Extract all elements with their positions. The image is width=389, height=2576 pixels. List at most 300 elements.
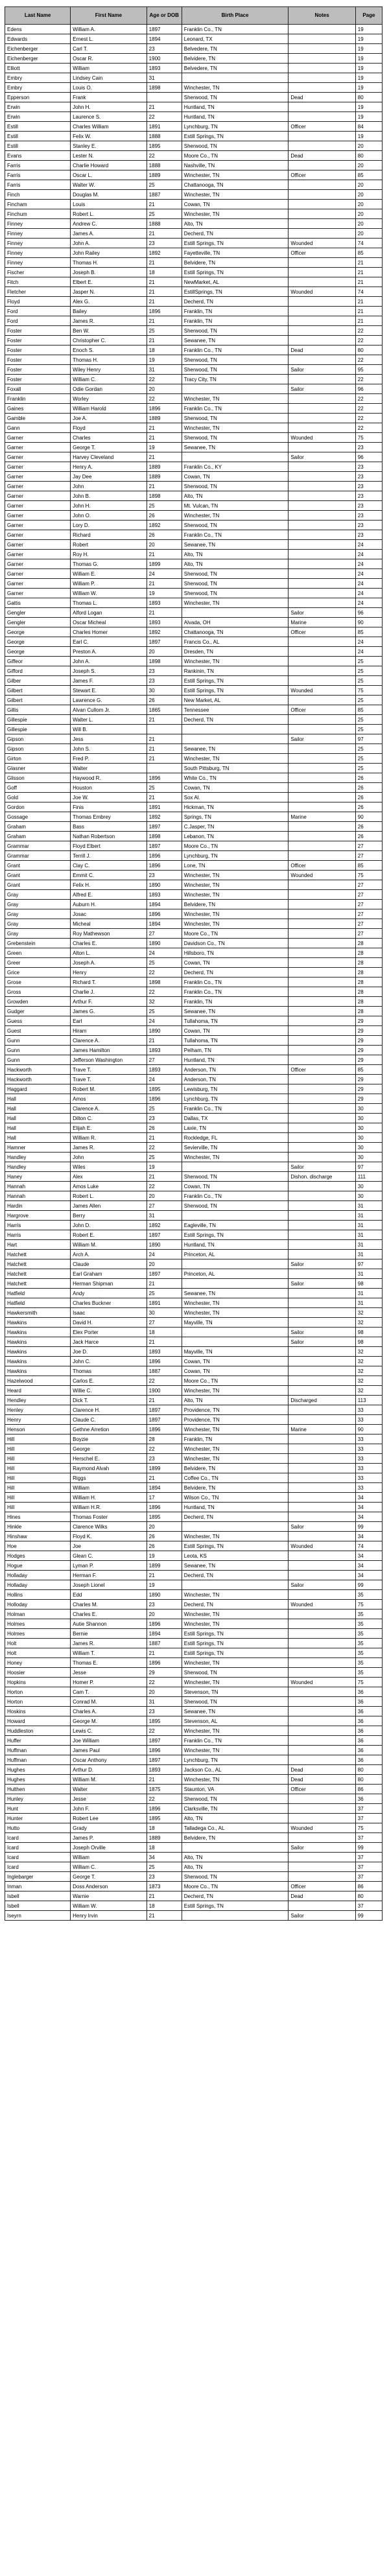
cell-notes <box>289 1153 355 1162</box>
table-row <box>5 744 383 754</box>
cell-first-name: Willie C. <box>71 1386 147 1396</box>
cell-age-dob: 1889 <box>147 414 182 423</box>
cell-first-name: Robert <box>71 540 147 550</box>
table-row <box>5 1551 383 1561</box>
table-row <box>5 647 383 657</box>
cell-age-dob: 23 <box>147 239 182 248</box>
cell-birth-place: Cowan, TN <box>182 1182 289 1191</box>
cell-last-name: Gossage <box>5 812 71 822</box>
cell-notes <box>289 1444 355 1454</box>
table-row <box>5 1668 383 1678</box>
cell-notes <box>289 414 355 423</box>
cell-last-name: Hinkle <box>5 1522 71 1532</box>
cell-last-name: Hawkersmith <box>5 1308 71 1318</box>
table-row <box>5 102 383 112</box>
cell-birth-place: Huntland, TN <box>182 1055 289 1065</box>
cell-last-name: Finney <box>5 258 71 268</box>
cell-first-name: John O. <box>71 511 147 521</box>
cell-first-name: William R. <box>71 1133 147 1143</box>
cell-last-name: Holladay <box>5 1571 71 1580</box>
table-row <box>5 1055 383 1065</box>
table-row <box>5 997 383 1007</box>
table-row <box>5 394 383 404</box>
cell-last-name: Hall <box>5 1104 71 1114</box>
cell-age-dob: 22 <box>147 375 182 384</box>
cell-last-name: Hall <box>5 1133 71 1143</box>
cell-birth-place: Lynchburg, TN <box>182 1755 289 1765</box>
cell-page: 26 <box>355 832 382 841</box>
cell-last-name: Grice <box>5 968 71 978</box>
cell-birth-place: Mt. Vulcan, TN <box>182 501 289 511</box>
cell-age-dob: 21 <box>147 423 182 433</box>
cell-age-dob: 26 <box>147 1532 182 1541</box>
cell-page: 22 <box>355 375 382 384</box>
table-row <box>5 511 383 521</box>
cell-notes <box>289 1016 355 1026</box>
cell-last-name: Hughes <box>5 1765 71 1775</box>
cell-birth-place: Providence, TN <box>182 1405 289 1415</box>
cell-page: 22 <box>355 423 382 433</box>
cell-age-dob: 1894 <box>147 34 182 44</box>
cell-page: 20 <box>355 209 382 219</box>
cell-notes <box>289 375 355 384</box>
cell-first-name: Wiles <box>71 1162 147 1172</box>
cell-page: 33 <box>355 1454 382 1464</box>
cell-age-dob: 1897 <box>147 1755 182 1765</box>
cell-notes: Wounded <box>289 871 355 880</box>
cell-last-name: Gunn <box>5 1046 71 1055</box>
cell-birth-place: South Pittsburg, TN <box>182 764 289 773</box>
cell-birth-place: Alvada, OH <box>182 618 289 627</box>
cell-age-dob: 1896 <box>147 861 182 871</box>
cell-last-name: Grose <box>5 978 71 987</box>
cell-birth-place: Sherwood, TN <box>182 355 289 365</box>
cell-first-name: Glean C. <box>71 1551 147 1561</box>
cell-notes <box>289 676 355 686</box>
cell-last-name: Hunt <box>5 1804 71 1814</box>
cell-notes: Wounded <box>289 1541 355 1551</box>
table-row <box>5 161 383 170</box>
cell-first-name: James Hamilton <box>71 1046 147 1055</box>
cell-age-dob: 27 <box>147 929 182 939</box>
cell-page: 19 <box>355 83 382 93</box>
cell-page: 29 <box>355 1036 382 1046</box>
table-row <box>5 618 383 627</box>
cell-notes <box>289 1143 355 1153</box>
cell-page: 23 <box>355 521 382 530</box>
cell-page: 90 <box>355 812 382 822</box>
cell-last-name: Guess <box>5 1016 71 1026</box>
cell-first-name: Oscar Anthony <box>71 1755 147 1765</box>
cell-birth-place: Winchester, TN <box>182 890 289 900</box>
cell-notes <box>289 1269 355 1279</box>
cell-notes <box>289 190 355 200</box>
cell-birth-place: Alto, TN <box>182 219 289 229</box>
table-row <box>5 93 383 102</box>
cell-notes <box>289 132 355 141</box>
cell-age-dob: 25 <box>147 180 182 190</box>
cell-birth-place: Franklin Co., KY <box>182 462 289 472</box>
cell-page: 27 <box>355 909 382 919</box>
cell-last-name: Isbell <box>5 1901 71 1911</box>
cell-birth-place: Moore Co., TN <box>182 841 289 851</box>
cell-notes: Wounded <box>289 239 355 248</box>
cell-notes <box>289 1250 355 1259</box>
cell-last-name: Gunn <box>5 1055 71 1065</box>
cell-age-dob <box>147 93 182 102</box>
table-row <box>5 1250 383 1259</box>
cell-first-name: John B. <box>71 491 147 501</box>
cell-first-name: Riggs <box>71 1473 147 1483</box>
table-row <box>5 239 383 248</box>
cell-first-name: William P. <box>71 579 147 589</box>
cell-age-dob: 22 <box>147 151 182 161</box>
cell-age-dob: 31 <box>147 365 182 375</box>
cell-last-name: Farris <box>5 161 71 170</box>
table-row <box>5 1444 383 1454</box>
table-row <box>5 783 383 793</box>
cell-last-name: Growden <box>5 997 71 1007</box>
cell-last-name: Franklin <box>5 394 71 404</box>
cell-first-name: Lester N. <box>71 151 147 161</box>
cell-page: 25 <box>355 676 382 686</box>
cell-birth-place: Lone, TN <box>182 861 289 871</box>
cell-page: 24 <box>355 579 382 589</box>
cell-last-name: Gifford <box>5 666 71 676</box>
cell-birth-place: Tracy City, TN <box>182 375 289 384</box>
cell-last-name: Ford <box>5 316 71 326</box>
cell-birth-place: Fayetteville, TN <box>182 248 289 258</box>
cell-birth-place: Sewanee, TN <box>182 1289 289 1298</box>
table-row <box>5 715 383 725</box>
cell-last-name: Gray <box>5 890 71 900</box>
cell-page: 35 <box>355 1658 382 1668</box>
cell-birth-place: Estill Springs, TN <box>182 239 289 248</box>
cell-first-name: Thomas Foster <box>71 1512 147 1522</box>
cell-birth-place: Franklin Co., TN <box>182 987 289 997</box>
table-row <box>5 1153 383 1162</box>
cell-notes <box>289 511 355 521</box>
cell-notes <box>289 102 355 112</box>
table-row <box>5 900 383 909</box>
table-row <box>5 1454 383 1464</box>
cell-birth-place: Moore Co., TN <box>182 1882 289 1891</box>
cell-first-name: James Allen <box>71 1201 147 1211</box>
cell-last-name: Foster <box>5 326 71 336</box>
cell-first-name: Robert Lee <box>71 1814 147 1823</box>
table-row <box>5 365 383 375</box>
cell-last-name: Hargrove <box>5 1211 71 1221</box>
cell-page: 27 <box>355 841 382 851</box>
cell-notes <box>289 1794 355 1804</box>
cell-page: 23 <box>355 482 382 491</box>
table-row <box>5 73 383 83</box>
cell-page: 99 <box>355 1522 382 1532</box>
table-row <box>5 569 383 579</box>
cell-last-name: Gillis <box>5 705 71 715</box>
table-row <box>5 297 383 307</box>
table-row <box>5 1600 383 1610</box>
cell-birth-place: Springs, TN <box>182 812 289 822</box>
cell-first-name: Arthur F. <box>71 997 147 1007</box>
cell-page: 24 <box>355 647 382 657</box>
cell-last-name: Garner <box>5 579 71 589</box>
cell-birth-place: Decherd, TN <box>182 715 289 725</box>
cell-notes: Officer <box>289 1785 355 1794</box>
cell-age-dob: 34 <box>147 1853 182 1862</box>
cell-page: 36 <box>355 1736 382 1746</box>
table-row <box>5 802 383 812</box>
cell-birth-place: Alto, TN <box>182 1853 289 1862</box>
cell-age-dob: 1887 <box>147 1639 182 1648</box>
table-row <box>5 1901 383 1911</box>
cell-age-dob: 25 <box>147 1862 182 1872</box>
cell-page: 30 <box>355 1153 382 1162</box>
cell-age-dob: 23 <box>147 1454 182 1464</box>
table-row <box>5 1289 383 1298</box>
table-row <box>5 132 383 141</box>
cell-age-dob: 1898 <box>147 83 182 93</box>
cell-page: 24 <box>355 540 382 550</box>
cell-page: 19 <box>355 102 382 112</box>
cell-age-dob: 22 <box>147 394 182 404</box>
table-row <box>5 277 383 287</box>
cell-notes <box>289 482 355 491</box>
cell-notes <box>289 987 355 997</box>
table-row <box>5 1221 383 1230</box>
cell-first-name: Joe W. <box>71 793 147 802</box>
cell-first-name: George T. <box>71 1872 147 1882</box>
cell-age-dob: 21 <box>147 579 182 589</box>
table-row <box>5 1337 383 1347</box>
cell-page: 25 <box>355 715 382 725</box>
cell-first-name: Alex G. <box>71 297 147 307</box>
cell-first-name: Robert E. <box>71 1230 147 1240</box>
cell-notes: Sailor <box>289 1522 355 1532</box>
cell-notes <box>289 1629 355 1639</box>
cell-notes <box>289 579 355 589</box>
table-row <box>5 268 383 277</box>
cell-birth-place: Anderson, TN <box>182 1065 289 1075</box>
cell-age-dob: 1897 <box>147 841 182 851</box>
cell-age-dob: 20 <box>147 1191 182 1201</box>
cell-birth-place: Winchester, TN <box>182 1425 289 1434</box>
cell-age-dob: 1896 <box>147 404 182 414</box>
cell-birth-place: Sherwood, TN <box>182 1201 289 1211</box>
cell-last-name: Hill <box>5 1483 71 1493</box>
cell-first-name: Thomas E. <box>71 1658 147 1668</box>
cell-first-name: William C. <box>71 375 147 384</box>
cell-notes: Dead <box>289 1765 355 1775</box>
cell-age-dob: 1899 <box>147 1464 182 1473</box>
cell-age-dob: 1896 <box>147 1804 182 1814</box>
cell-notes <box>289 958 355 968</box>
cell-page: 20 <box>355 161 382 170</box>
cell-age-dob: 20 <box>147 1522 182 1532</box>
cell-page: 22 <box>355 404 382 414</box>
cell-page: 29 <box>355 1094 382 1104</box>
cell-age-dob: 1892 <box>147 812 182 822</box>
cell-first-name: John F. <box>71 1804 147 1814</box>
cell-first-name: Floyd Elbert <box>71 841 147 851</box>
cell-first-name: Jesse <box>71 1794 147 1804</box>
cell-first-name: Louis <box>71 200 147 209</box>
cell-last-name: Gordon <box>5 802 71 812</box>
cell-age-dob: 1897 <box>147 1405 182 1415</box>
cell-last-name: Hardin <box>5 1201 71 1211</box>
table-row <box>5 1201 383 1211</box>
cell-page: 24 <box>355 569 382 579</box>
table-row <box>5 657 383 666</box>
table-row <box>5 25 383 34</box>
cell-notes <box>289 715 355 725</box>
cell-first-name: William M. <box>71 1775 147 1785</box>
cell-notes <box>289 832 355 841</box>
table-row <box>5 871 383 880</box>
table-row <box>5 200 383 209</box>
cell-first-name: Joseph S. <box>71 666 147 676</box>
cell-first-name: Lory D. <box>71 521 147 530</box>
header-age-dob: Age or DOB <box>147 7 182 25</box>
cell-notes <box>289 773 355 783</box>
cell-age-dob: 1889 <box>147 170 182 180</box>
cell-birth-place: Talladega Co., AL <box>182 1823 289 1833</box>
cell-last-name: Gipson <box>5 744 71 754</box>
cell-age-dob: 1894 <box>147 919 182 929</box>
cell-last-name: Grammar <box>5 851 71 861</box>
cell-birth-place: C.Jasper, TN <box>182 822 289 832</box>
cell-first-name: Thomas H. <box>71 258 147 268</box>
cell-last-name: Hoe <box>5 1541 71 1551</box>
cell-notes <box>289 277 355 287</box>
cell-page: 20 <box>355 229 382 239</box>
table-row <box>5 1036 383 1046</box>
cell-notes: Officer <box>289 248 355 258</box>
table-row <box>5 978 383 987</box>
cell-notes <box>289 559 355 569</box>
cell-last-name: Gattis <box>5 598 71 608</box>
cell-first-name: Roy H. <box>71 550 147 559</box>
cell-age-dob: 1897 <box>147 25 182 34</box>
cell-first-name: William <box>71 64 147 73</box>
cell-birth-place: Franklin Co., TN <box>182 404 289 414</box>
cell-last-name: Hackworth <box>5 1075 71 1084</box>
table-row <box>5 209 383 219</box>
cell-age-dob: 23 <box>147 871 182 880</box>
table-row <box>5 1415 383 1425</box>
cell-page: 97 <box>355 1162 382 1172</box>
cell-page: 19 <box>355 73 382 83</box>
table-row <box>5 112 383 122</box>
cell-first-name: Herschel E. <box>71 1454 147 1464</box>
cell-last-name: Gengler <box>5 608 71 618</box>
table-row <box>5 1571 383 1580</box>
cell-page: 20 <box>355 190 382 200</box>
cell-birth-place: Winchester, TN <box>182 1386 289 1396</box>
cell-page: 37 <box>355 1872 382 1882</box>
cell-last-name: Garner <box>5 511 71 521</box>
cell-age-dob: 26 <box>147 530 182 540</box>
cell-age-dob <box>147 725 182 734</box>
cell-page: 33 <box>355 1405 382 1415</box>
cell-birth-place: Decherd, TN <box>182 1571 289 1580</box>
cell-first-name: Floyd K. <box>71 1532 147 1541</box>
cell-page: 33 <box>355 1434 382 1444</box>
cell-notes <box>289 297 355 307</box>
table-row <box>5 1007 383 1016</box>
cell-age-dob: 26 <box>147 1541 182 1551</box>
cell-page: 31 <box>355 1211 382 1221</box>
cell-first-name: John H. <box>71 102 147 112</box>
cell-birth-place: Staunton, VA <box>182 1785 289 1794</box>
cell-birth-place: Mayville, TN <box>182 1347 289 1357</box>
cell-notes <box>289 209 355 219</box>
cell-last-name: Hutto <box>5 1823 71 1833</box>
cell-first-name: Micheal <box>71 919 147 929</box>
cell-last-name: Hatchett <box>5 1269 71 1279</box>
cell-last-name: Hatchett <box>5 1250 71 1259</box>
cell-birth-place: White Co., TN <box>182 773 289 783</box>
table-row <box>5 1882 383 1891</box>
cell-page: 20 <box>355 180 382 190</box>
table-row <box>5 1133 383 1143</box>
cell-last-name: Garner <box>5 569 71 579</box>
cell-age-dob: 21 <box>147 1911 182 1921</box>
cell-page: 86 <box>355 1785 382 1794</box>
cell-first-name: Earl Graham <box>71 1269 147 1279</box>
cell-birth-place: Tullahoma, TN <box>182 1016 289 1026</box>
cell-age-dob: 23 <box>147 1707 182 1716</box>
cell-notes <box>289 822 355 832</box>
cell-notes: Officer <box>289 861 355 871</box>
cell-first-name: Elex Porter <box>71 1328 147 1337</box>
table-row <box>5 316 383 326</box>
cell-birth-place: Providence, TN <box>182 1415 289 1425</box>
cell-page: 27 <box>355 919 382 929</box>
cell-last-name: Hogue <box>5 1561 71 1571</box>
cell-page: 74 <box>355 239 382 248</box>
cell-page: 36 <box>355 1755 382 1765</box>
cell-age-dob: 28 <box>147 1434 182 1444</box>
cell-age-dob: 1892 <box>147 627 182 637</box>
cell-age-dob: 26 <box>147 511 182 521</box>
cell-notes <box>289 54 355 64</box>
cell-age-dob: 21 <box>147 277 182 287</box>
table-row <box>5 1843 383 1853</box>
cell-age-dob: 1889 <box>147 472 182 482</box>
cell-age-dob: 21 <box>147 200 182 209</box>
cell-first-name: Earl C. <box>71 637 147 647</box>
cell-birth-place <box>182 1580 289 1590</box>
cell-page: 25 <box>355 744 382 754</box>
table-row <box>5 1707 383 1716</box>
header-notes: Notes <box>289 7 355 25</box>
table-row <box>5 1425 383 1434</box>
cell-last-name: Hill <box>5 1444 71 1454</box>
cell-page: 25 <box>355 764 382 773</box>
cell-page: 33 <box>355 1415 382 1425</box>
cell-notes <box>289 501 355 511</box>
cell-birth-place: Anderson, TN <box>182 1075 289 1084</box>
cell-birth-place: Winchester, TN <box>182 1532 289 1541</box>
table-row <box>5 540 383 550</box>
cell-age-dob: 21 <box>147 433 182 443</box>
cell-page: 85 <box>355 627 382 637</box>
table-row <box>5 696 383 705</box>
cell-last-name: Elliott <box>5 64 71 73</box>
cell-page: 32 <box>355 1376 382 1386</box>
cell-last-name: Garner <box>5 482 71 491</box>
